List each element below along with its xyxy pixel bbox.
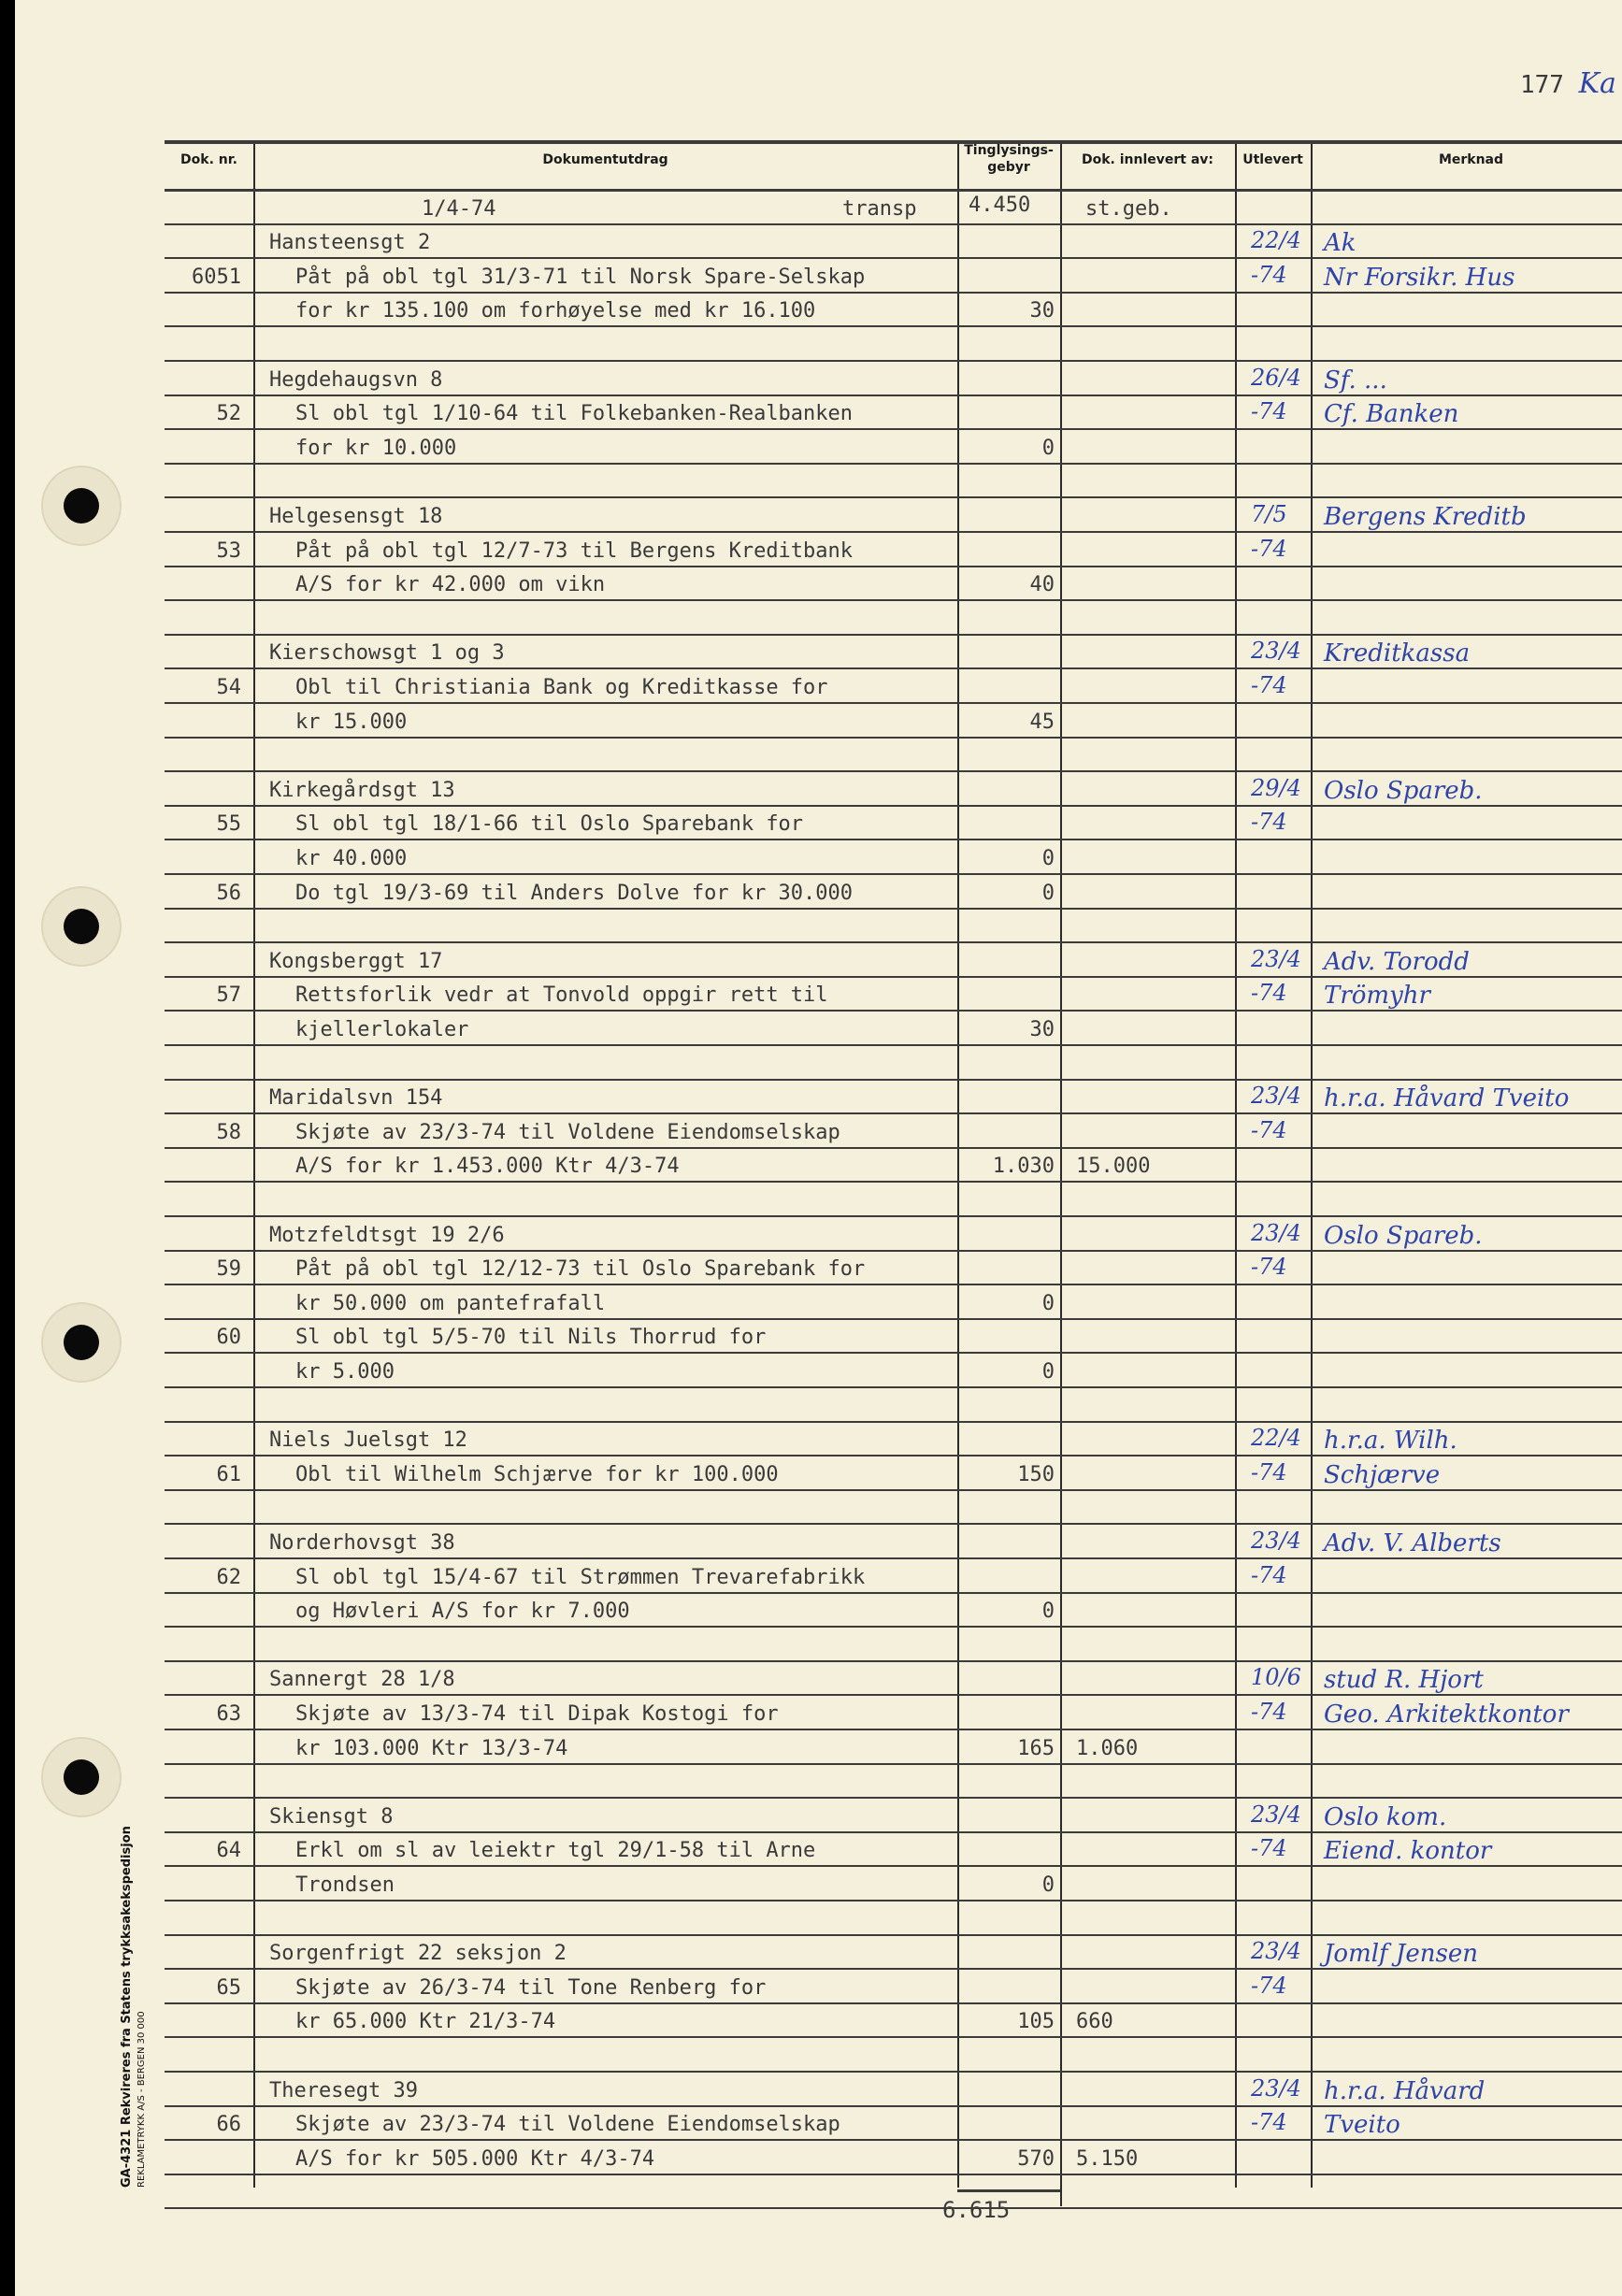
entry-dok-nr: 58 (216, 1120, 241, 1144)
utlevert-date: -74 (1251, 398, 1287, 425)
entry-fee: 30 (1029, 299, 1055, 323)
merknad-note: Cf. Banken (1324, 400, 1459, 429)
header-innlevert: Dok. innlevert av: (1081, 152, 1214, 167)
row-rule (165, 1694, 1622, 1696)
entry-street: Maridalsvn 154 (269, 1086, 443, 1111)
utlevert-date: -74 (1251, 1116, 1287, 1143)
merknad-note: h.r.a. Wilh. (1324, 1427, 1457, 1456)
entry-text-line: Påt på obl tgl 12/7-73 til Bergens Kreditbank (295, 538, 854, 563)
row-rule (165, 1455, 1622, 1457)
entry-text-line: og Høvleri A/S for kr 7.000 (295, 1600, 630, 1624)
utlevert-date: 29/4 (1251, 774, 1301, 801)
row-rule (165, 1112, 1622, 1114)
row-rule (165, 2139, 1622, 2141)
transfer-fee: 4.450 (969, 193, 1031, 217)
row-rule (165, 2036, 1622, 2038)
entry-street: Sannergt 28 1/8 (269, 1668, 455, 1692)
ledger-page (15, 0, 1622, 2296)
entry-text-line: Påt på obl tgl 12/12-73 til Oslo Sparebank for (295, 1257, 866, 1282)
entry-text-line: Sl obl tgl 15/4-67 til Strømmen Trevarefabrikk (295, 1565, 866, 1589)
utlevert-date: -74 (1251, 809, 1287, 836)
entry-text-line: Skjøte av 26/3-74 til Tone Renberg for (295, 1975, 767, 2000)
column-rule (1235, 140, 1237, 2188)
entry-text-line: Skjøte av 13/3-74 til Dipak Kostogi for (295, 1702, 779, 1726)
imprint-line-1: GA-4321 Rekvireres fra Statens trykksakekspedisjon (120, 1826, 134, 2188)
row-rule (165, 634, 1622, 636)
utlevert-date: 10/6 (1251, 1664, 1301, 1691)
row-rule (165, 360, 1622, 362)
row-rule (165, 531, 1622, 533)
entry-text-line: for kr 135.100 om forhøyelse med kr 16.100 (295, 299, 816, 323)
entry-fee: 570 (1017, 2146, 1055, 2171)
entry-street: Niels Juelsgt 12 (269, 1428, 467, 1453)
entry-innlevert: 15.000 (1076, 1155, 1151, 1179)
utlevert-date: -74 (1251, 1835, 1287, 1862)
merknad-note: h.r.a. Håvard (1324, 2076, 1486, 2105)
entry-street: Sorgenfrigt 22 seksjon 2 (269, 1942, 567, 1966)
entry-fee: 0 (1041, 1600, 1055, 1624)
merknad-note: Kreditkassa (1324, 639, 1471, 668)
entry-text-line: Skjøte av 23/3-74 til Voldene Eiendomselskap (295, 1120, 840, 1144)
merknad-note: Adv. Torodd (1324, 947, 1470, 976)
entry-fee: 1.030 (992, 1155, 1055, 1179)
entry-text-line: kr 15.000 (295, 710, 408, 734)
entry-fee: 165 (1017, 1736, 1055, 1760)
row-rule (165, 395, 1622, 396)
utlevert-date: 23/4 (1251, 1938, 1301, 1965)
entry-text-line: kr 40.000 (295, 847, 408, 870)
row-rule (165, 1797, 1622, 1799)
transfer-note: st.geb. (1085, 196, 1172, 221)
row-rule (165, 1250, 1622, 1252)
entry-fee: 45 (1029, 710, 1055, 734)
utlevert-date: 22/4 (1251, 1425, 1301, 1452)
print-imprint (120, 1826, 176, 2188)
entry-fee: 0 (1041, 436, 1055, 460)
entry-street: Hegdehaugsvn 8 (269, 367, 443, 392)
utlevert-date: 23/4 (1251, 1083, 1301, 1110)
entry-dok-nr: 65 (216, 1975, 241, 2000)
utlevert-date: 23/4 (1251, 2074, 1301, 2102)
page-number-value: 177 (1520, 71, 1564, 99)
utlevert-date: -74 (1251, 1972, 1287, 1999)
entry-fee: 0 (1041, 847, 1055, 870)
merknad-note: Bergens Kreditb (1324, 503, 1527, 531)
merknad-note: Oslo Spareb. (1324, 776, 1483, 805)
row-rule (165, 1523, 1622, 1525)
row-rule (165, 1386, 1622, 1388)
entry-dok-nr: 59 (216, 1257, 241, 1282)
row-rule (165, 325, 1622, 327)
utlevert-date: -74 (1251, 535, 1287, 562)
entry-text-line: kr 5.000 (295, 1360, 395, 1384)
merknad-note: Trömyhr (1324, 982, 1430, 1011)
entry-fee: 30 (1029, 1018, 1055, 1041)
entry-street: Kirkegårdsgt 13 (269, 778, 455, 802)
page-total (942, 2197, 1010, 2223)
row-rule (165, 1079, 1622, 1081)
merknad-note: Oslo kom. (1324, 1802, 1447, 1831)
entry-fee: 40 (1029, 573, 1055, 597)
merknad-note: Sf. ... (1324, 366, 1387, 395)
column-rule (1060, 140, 1062, 2206)
entry-text-line: kjellerlokaler (295, 1018, 469, 1041)
header-utlevert: Utlevert (1242, 152, 1303, 167)
utlevert-date: -74 (1251, 1699, 1287, 1725)
utlevert-date: 23/4 (1251, 638, 1301, 665)
entry-text-line: Sl obl tgl 1/10-64 til Folkebanken-Realbanken (295, 402, 854, 426)
row-rule (165, 873, 1622, 875)
row-rule (165, 1318, 1622, 1320)
utlevert-date: 23/4 (1251, 1528, 1301, 1554)
utlevert-date: -74 (1251, 672, 1287, 698)
page-mark: Ka (1578, 67, 1616, 100)
row-rule (165, 2207, 1622, 2209)
page-number (1520, 67, 1616, 100)
row-rule (165, 1729, 1622, 1730)
row-rule (165, 1147, 1622, 1149)
header-top-rule (165, 140, 1622, 144)
entry-street: Norderhovsgt 38 (269, 1531, 455, 1555)
entry-text-line: kr 103.000 Ktr 13/3-74 (295, 1736, 568, 1760)
utlevert-date: 23/4 (1251, 1801, 1301, 1828)
row-rule (165, 1044, 1622, 1046)
entry-text-line: Rettsforlik vedr at Tonvold oppgir rett til (295, 983, 828, 1008)
entry-street: Hansteensgt 2 (269, 231, 431, 255)
row-rule (165, 805, 1622, 807)
row-rule (165, 599, 1622, 601)
entry-text-line: Skjøte av 23/3-74 til Voldene Eiendomselskap (295, 2113, 840, 2137)
row-rule (165, 1215, 1622, 1217)
merknad-note: Schjærve (1324, 1460, 1441, 1489)
entry-text-line: Do tgl 19/3-69 til Anders Dolve for kr 30.000 (295, 881, 854, 905)
punch-hole (43, 888, 120, 965)
row-rule (165, 702, 1622, 704)
row-rule (165, 1557, 1622, 1559)
row-rule (165, 770, 1622, 772)
utlevert-date: 23/4 (1251, 945, 1301, 972)
entry-street: Theresegt 39 (269, 2078, 418, 2102)
merknad-note: Geo. Arkitektkontor (1324, 1700, 1569, 1729)
row-rule (165, 1763, 1622, 1765)
entry-innlevert: 1.060 (1076, 1736, 1139, 1760)
header-dokumentutdrag: Dokumentutdrag (542, 152, 668, 167)
row-rule (165, 2071, 1622, 2073)
row-rule (165, 1831, 1622, 1833)
entry-text-line: kr 50.000 om pantefrafall (295, 1291, 606, 1315)
entry-dok-nr: 53 (216, 538, 241, 563)
entry-dok-nr: 52 (216, 402, 241, 426)
merknad-note: Ak (1324, 229, 1356, 258)
row-rule (165, 1352, 1622, 1354)
utlevert-date: 23/4 (1251, 1219, 1301, 1246)
header-tinglysingsgebyr: Tinglysings- gebyr (964, 143, 1054, 175)
column-rule (253, 140, 255, 2188)
row-rule (165, 1660, 1622, 1662)
row-rule (165, 428, 1622, 430)
entry-text-line: Sl obl tgl 5/5-70 til Nils Thorrud for (295, 1326, 767, 1350)
utlevert-date: -74 (1251, 1254, 1287, 1281)
row-rule (165, 667, 1622, 669)
entry-innlevert: 660 (1076, 2010, 1113, 2034)
merknad-note: stud R. Hjort (1324, 1666, 1484, 1695)
row-rule (165, 839, 1622, 840)
row-rule (165, 1181, 1622, 1183)
utlevert-date: -74 (1251, 261, 1287, 288)
entry-text-line: Obl til Christiania Bank og Kreditkasse for (295, 676, 828, 699)
row-rule (165, 941, 1622, 943)
entry-dok-nr: 62 (216, 1565, 241, 1589)
row-rule (165, 292, 1622, 294)
utlevert-date: 26/4 (1251, 364, 1301, 391)
imprint-line-2: REKLAMETRYKK A/S - BERGEN 30 000 (136, 2011, 147, 2188)
entry-dok-nr: 57 (216, 983, 241, 1008)
merknad-note: Nr Forsikr. Hus (1324, 263, 1515, 292)
row-rule (165, 1592, 1622, 1594)
merknad-note: Tveito (1324, 2111, 1400, 2140)
entry-dok-nr: 60 (216, 1326, 241, 1350)
merknad-note: Eiend. kontor (1324, 1837, 1492, 1866)
entry-dok-nr: 64 (216, 1839, 241, 1863)
entry-text-line: A/S for kr 505.000 Ktr 4/3-74 (295, 2146, 655, 2171)
row-rule (165, 737, 1622, 739)
entry-dok-nr: 6051 (192, 265, 241, 289)
row-rule (165, 2174, 1622, 2175)
entry-street: Motzfeldtsgt 19 2/6 (269, 1223, 505, 1247)
row-rule (165, 566, 1622, 567)
merknad-note: Jomlf Jensen (1324, 1940, 1478, 1969)
entry-street: Kierschowsgt 1 og 3 (269, 641, 505, 666)
column-rule (1311, 140, 1313, 2188)
merknad-note: Oslo Spareb. (1324, 1221, 1483, 1250)
entry-fee: 105 (1017, 2010, 1055, 2034)
punch-hole (43, 467, 120, 544)
header-dok_nr: Dok. nr. (180, 152, 237, 167)
row-rule (165, 1968, 1622, 1970)
utlevert-date: 22/4 (1251, 227, 1301, 254)
utlevert-date: -74 (1251, 980, 1287, 1007)
row-rule (165, 908, 1622, 910)
entry-text-line: Påt på obl tgl 31/3-71 til Norsk Spare-Selskap (295, 265, 866, 289)
row-rule (165, 223, 1622, 225)
page-total-value: 6.615 (942, 2197, 1011, 2223)
entry-text-line: A/S for kr 1.453.000 Ktr 4/3-74 (295, 1155, 680, 1179)
utlevert-date: -74 (1251, 1561, 1287, 1588)
entry-text-line: kr 65.000 Ktr 21/3-74 (295, 2010, 556, 2034)
utlevert-date: -74 (1251, 2109, 1287, 2136)
entry-text-line: A/S for kr 42.000 om vikn (295, 573, 606, 597)
entry-fee: 0 (1041, 1360, 1055, 1384)
entry-innlevert: 5.150 (1076, 2146, 1139, 2171)
row-rule (165, 2105, 1622, 2107)
entry-dok-nr: 55 (216, 812, 241, 837)
total-rule (957, 2189, 1060, 2192)
row-rule (165, 1489, 1622, 1491)
row-rule (165, 1865, 1622, 1867)
entry-text-line: Trondsen (295, 1873, 395, 1897)
column-rule (957, 140, 959, 2188)
entry-dok-nr: 56 (216, 881, 241, 905)
header-bottom-rule (165, 189, 1622, 192)
header-merknad: Merknad (1438, 152, 1504, 167)
entry-street: Helgesensgt 18 (269, 505, 443, 528)
entry-fee: 0 (1041, 881, 1055, 905)
entry-street: Skiensgt 8 (269, 1804, 394, 1829)
entry-fee: 0 (1041, 1291, 1055, 1315)
merknad-note: h.r.a. Håvard Tveito (1324, 1084, 1570, 1113)
row-rule (165, 496, 1622, 498)
row-rule (165, 1010, 1622, 1012)
punch-hole (43, 1739, 120, 1815)
row-rule (165, 2002, 1622, 2004)
row-rule (165, 463, 1622, 465)
punch-hole (43, 1304, 120, 1381)
row-rule (165, 976, 1622, 978)
transfer-label: transp (842, 196, 917, 221)
entry-text-line: Erkl om sl av leiektr tgl 29/1-58 til Arne (295, 1839, 816, 1863)
transfer-date: 1/4-74 (422, 196, 496, 221)
entry-dok-nr: 63 (216, 1702, 241, 1726)
entry-dok-nr: 61 (216, 1462, 241, 1486)
entry-text-line: Obl til Wilhelm Schjærve for kr 100.000 (295, 1462, 779, 1486)
row-rule (165, 1284, 1622, 1285)
entry-dok-nr: 54 (216, 676, 241, 699)
utlevert-date: -74 (1251, 1458, 1287, 1485)
merknad-note: Adv. V. Alberts (1324, 1529, 1501, 1557)
row-rule (165, 1900, 1622, 1901)
entry-dok-nr: 66 (216, 2113, 241, 2137)
entry-fee: 0 (1041, 1873, 1055, 1897)
row-rule (165, 1626, 1622, 1628)
row-rule (165, 1934, 1622, 1936)
utlevert-date: 7/5 (1251, 501, 1287, 527)
ledger-table (165, 140, 1622, 2188)
entry-street: Kongsberggt 17 (269, 949, 443, 973)
entry-fee: 150 (1017, 1462, 1055, 1486)
row-rule (165, 1421, 1622, 1423)
entry-text-line: Sl obl tgl 18/1-66 til Oslo Sparebank for (295, 812, 804, 837)
row-rule (165, 257, 1622, 259)
entry-text-line: for kr 10.000 (295, 436, 457, 460)
